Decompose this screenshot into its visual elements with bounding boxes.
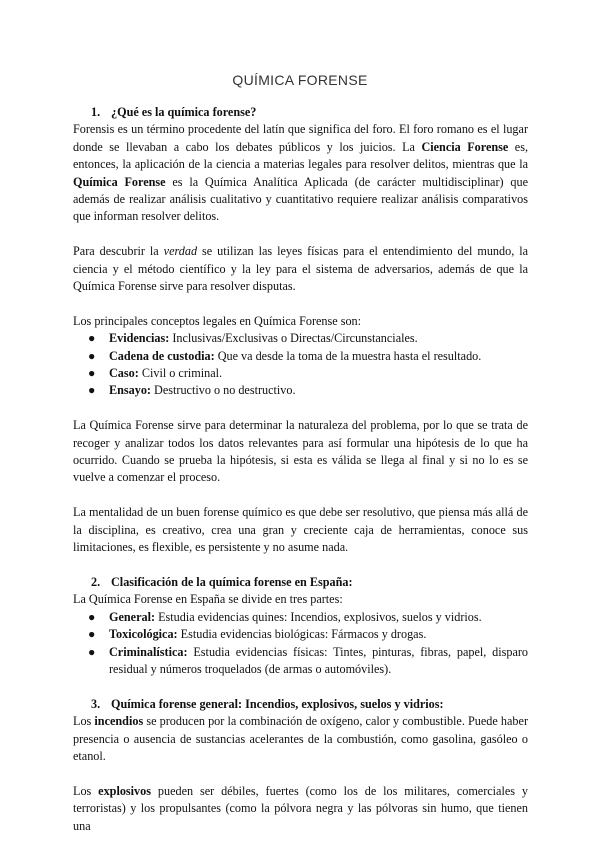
list-term: Caso: <box>109 366 139 381</box>
list-text: Inclusivas/Exclusivas o Directas/Circunstanciales. <box>169 331 418 346</box>
section-1-number: 1. <box>91 105 101 119</box>
list-term: Cadena de custodia: <box>109 348 215 363</box>
list-term: Ensayo: <box>109 383 151 398</box>
bullet-icon: ● <box>88 383 96 398</box>
bold-term-explosivos: explosivos <box>98 783 151 798</box>
section-3-paragraph-1 <box>73 713 528 765</box>
section-1-paragraph-5: La mentalidad de un buen forense químico es que debe ser resolutivo, que piensa más allá de la disciplina, es creativo, crea una gran y creciente caja de herramientas, conoce sus limitaciones, es flexible, es persistente y no asume nada. <box>73 505 528 555</box>
bold-term-ciencia-forense: Ciencia Forense <box>421 139 509 154</box>
list-text: Estudia evidencias quines: Incendios, explosivos, suelos y vidrios. <box>155 609 482 624</box>
bullet-icon: ● <box>88 348 96 363</box>
text-run: pueden ser débiles, fuertes (como los de los militares, comerciales y terroristas) y los propulsantes (como la pólvora negra y las pólvoras sin humo, que tienen una <box>73 783 528 833</box>
text-run: Para descubrir la <box>73 244 164 259</box>
section-2-intro: La Química Forense en España se divide en tres partes: <box>73 592 343 607</box>
list-item <box>73 365 528 382</box>
section-2-heading <box>73 574 528 591</box>
section-1-title: ¿Qué es la química forense? <box>111 105 257 119</box>
section-1-paragraph-3: Los principales conceptos legales en Química Forense son: <box>73 313 362 328</box>
section-3-paragraph-2 <box>73 783 528 835</box>
section-2-number: 2. <box>91 574 101 589</box>
list-item <box>73 330 528 347</box>
bullet-icon: ● <box>88 331 96 346</box>
text-run: se utilizan las leyes físicas para el entendimiento del mundo, la ciencia y el método científico y la ley para el sistema de adversarios, además de que la Química Forense sirve para resolver disputas. <box>73 244 528 294</box>
legal-concepts-list <box>73 330 528 400</box>
document-body <box>73 104 528 835</box>
list-text: Destructivo o no destructivo. <box>151 383 296 398</box>
list-text: Estudia evidencias biológicas: Fármacos y drogas. <box>177 627 427 642</box>
list-item <box>73 382 528 399</box>
text-run: es la Química Analítica Aplicada (de carácter multidisciplinar) que además de realizar análisis cualitativo y cuantitativo requiere realizar análisis comparativos que informan resolver delitos. <box>73 174 528 224</box>
bullet-icon: ● <box>88 627 96 642</box>
list-item <box>73 644 528 679</box>
section-3-heading <box>73 696 528 713</box>
document-title: QUÍMICA FORENSE <box>232 72 368 88</box>
list-term: General: <box>109 609 156 624</box>
bullet-icon: ● <box>88 366 96 381</box>
section-3-number: 3. <box>91 696 101 711</box>
section-1-paragraph-1 <box>73 121 528 225</box>
list-item <box>73 348 528 365</box>
list-item <box>73 609 528 626</box>
list-term: Toxicológica: <box>109 627 178 642</box>
list-text: Civil o criminal. <box>138 366 223 381</box>
bold-term-quimica-forense: Química Forense <box>73 174 166 189</box>
list-item <box>73 626 528 643</box>
section-1-paragraph-4: La Química Forense sirve para determinar la naturaleza del problema, por lo que se trata de recoger y analizar todos los datos relevantes para así formular una hipótesis de lo que ha ocurrido. Cuando se prueba la hipótesis, si esta es válida se llega al final y si no lo es se vuelve a comenzar el proceso. <box>73 418 528 485</box>
text-run: se producen por la combinación de oxígeno, calor y combustible. Puede haber presencia o ausencia de sustancias acelerantes de la combustión, como gasolina, gasóleo o etanol. <box>73 714 528 763</box>
section-3-title: Química forense general: Incendios, explosivos, suelos y vidrios: <box>111 696 444 711</box>
section-2-title: Clasificación de la química forense en España: <box>111 574 353 589</box>
list-text: Que va desde la toma de la muestra hasta el resultado. <box>214 348 482 363</box>
list-term: Evidencias: <box>109 331 170 346</box>
list-term: Criminalística: <box>109 644 188 659</box>
bullet-icon: ● <box>88 644 96 659</box>
section-1-heading <box>73 104 528 121</box>
bullet-icon: ● <box>88 609 96 624</box>
italic-term-verdad: verdad <box>163 244 198 259</box>
text-run: Los <box>73 783 99 798</box>
bold-term-incendios: incendios <box>94 714 144 729</box>
text-run: Los <box>73 714 95 729</box>
section-1-paragraph-2 <box>73 243 528 295</box>
classification-list <box>73 609 528 679</box>
list-text: Estudia evidencias físicas: Tintes, pinturas, fibras, papel, disparo residual y números troquelados (de armas o automóviles). <box>109 644 528 676</box>
text-run: Forensis es un término procedente del latín que significa del foro. El foro romano es el lugar donde se llevaban a cabo los debates públicos y los juicios. La <box>73 122 528 154</box>
text-run: es, entonces, la aplicación de la ciencia a materias legales para resolver delitos, mientras que la <box>73 139 528 172</box>
